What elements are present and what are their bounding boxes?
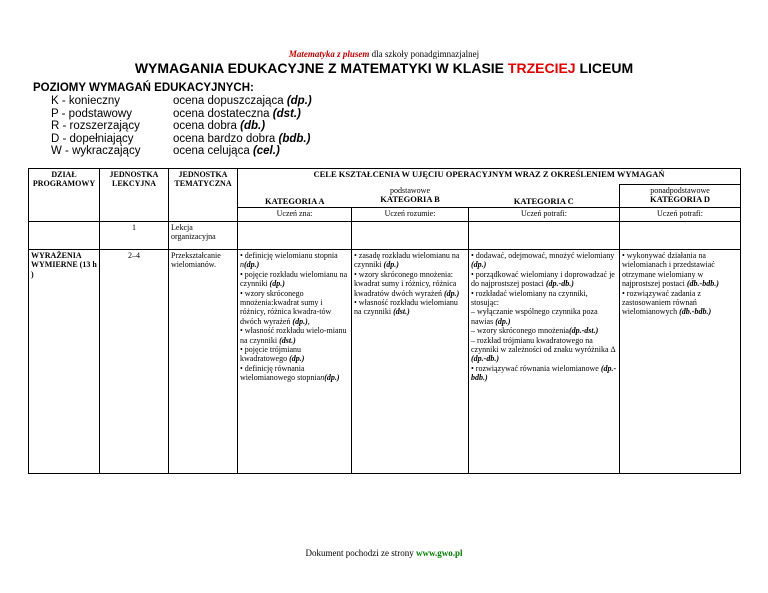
cat-c-label: KATEGORIA C [513,195,574,206]
row2-cat-b: • zasadę rozkładu wielomianu na czynniki (dp.) • wzory skróconego mnożenia: kwadrat sumy i różnicy, różnica kwadratów dwóch wyrażeń (dp.) • własność rozkładu wielomianu na czynniki (dst.) [352,250,469,474]
level-grade [173,145,280,158]
cele-header: CELE KSZTAŁCENIA W UJĘCIU OPERACYJNYM WRAZ Z OKREŚLENIEM WYMAGAŃ [238,169,741,185]
col-header-jednostka-tematyczna: JEDNOSTKA TEMATYCZNA [169,169,238,222]
cat-c-cell [469,185,620,208]
header-subtitle [0,49,768,59]
level-grade-text: ocena dopuszczająca [173,95,284,107]
level-grade [173,120,265,133]
row1-b [352,222,469,250]
level-row [33,120,266,133]
level-grade-abbr: (bdb.) [278,132,311,145]
row2-lekcja: 2–4 [100,250,169,474]
level-grade-text: ocena bardzo dobra [173,132,276,145]
title-after: LICEUM [575,60,634,76]
sub-c: Uczeń potrafi: [469,208,620,222]
sub-b: Uczeń rozumie: [352,208,469,222]
level-row [33,132,311,146]
title-before: WYMAGANIA EDUKACYJNE Z MATEMATYKI W KLASIE [134,60,508,76]
level-code: P - podstawowy [51,107,132,120]
col-header-dzial: DZIAŁ PROGRAMOWY [29,169,100,222]
row2-cat-a: • definicję wielomianu stopnia n(dp.) • pojęcie rozkładu wielomianu na czynniki (dp.) • wzory skróconego mnożenia:kwadrat sumy i różnicy, różnica kwadra-tów dwóch wyrażeń (dp.), • własność rozkładu wielo-mianu na czynniki (dst.) • pojęcie trójmianu kwadratowego (dp.) • definicję równania wielomianowego stopnian(dp.) [238,250,352,474]
level-row [33,107,301,121]
level-grade-text: ocena dostateczna [173,107,270,120]
sub-d: Uczeń potrafi: [620,208,741,222]
cat-a-cell [238,185,352,208]
levels-section [33,81,312,158]
level-grade-abbr: (cel.) [252,145,280,157]
level-grade [173,133,310,146]
sub-a: Uczeń zna: [238,208,352,222]
level-row [33,95,312,108]
cat-d-label: KATEGORIA D [649,194,711,205]
level-grade-text: ocena dobra [173,120,237,132]
footer-text: Dokument pochodzi ze strony [305,548,416,558]
ponadpodstawowe-label: ponadpodstawowe [650,186,710,195]
page-title [0,60,768,76]
row1-d [620,222,741,250]
podstawowe-label: podstawowe [390,185,430,195]
footer-site-link[interactable]: www.gwo.pl [415,548,463,558]
row2-dzial: WYRAŻENIA WYMIERNE (13 h ) [29,250,100,474]
level-row [33,145,280,158]
cat-b-label: KATEGORIA B [380,193,440,204]
row1-dzial [29,222,100,250]
level-grade-abbr: (db.) [240,120,266,132]
level-code: W - wykraczający [51,145,141,157]
row1-c [469,222,620,250]
level-grade [173,108,301,121]
row2-cat-d: • wykonywać działania na wielomianach i przedstawiać otrzymane wielomiany w najprostszej postaci (db.-bdb.) • rozwiązywać zadania z zastosowaniem równań wielomianowych (db.-bdb.) [620,250,741,474]
cat-a-label: KATEGORIA A [264,195,325,206]
row1-a [238,222,352,250]
row2-cat-c: • dodawać, odejmować, mnożyć wielomiany (dp.) • porządkować wielomiany i doprowadzać je do najprostszej postaci (dp.-db.) • rozkładać wielomiany na czynniki, stosując: – wyłączanie wspólnego czynnika poza nawias (dp.) – wzory skróconego mnożenia(dp.-dst.) – rozkład trójmianu kwadratowego na czynniki w zależności od znaku wyróżnika Δ (dp.-db.) • rozwiązywać równania wielomianowe (dp.-bdb.) [469,250,620,474]
col-header-jednostka-lekcyjna: JEDNOSTKA LEKCYJNA [100,169,169,222]
row2-temat: Przekształcanie wielomianów. [169,250,238,474]
levels-heading: POZIOMY WYMAGAŃ EDUKACYJNYCH: [33,82,254,94]
title-highlight: TRZECIEJ [507,60,576,76]
level-code: R - rozszerzający [51,120,140,132]
requirements-table [28,168,741,474]
level-grade-text: ocena celująca [173,145,250,157]
brand-name: Matematyka z plusem [288,49,370,59]
brand-suffix: dla szkoły ponadgimnazjalnej [369,49,480,59]
cat-b-cell [352,185,469,208]
row1-temat: Lekcja organizacyjna [169,222,238,250]
cat-d-cell [620,185,741,208]
level-code: D - dopełniający [51,132,134,145]
level-grade-abbr: (dst.) [272,107,301,120]
level-grade-abbr: (dp.) [286,95,312,107]
row1-lekcja: 1 [100,222,169,250]
footer [0,548,768,558]
level-code: K - konieczny [51,95,121,107]
level-grade [173,95,312,108]
